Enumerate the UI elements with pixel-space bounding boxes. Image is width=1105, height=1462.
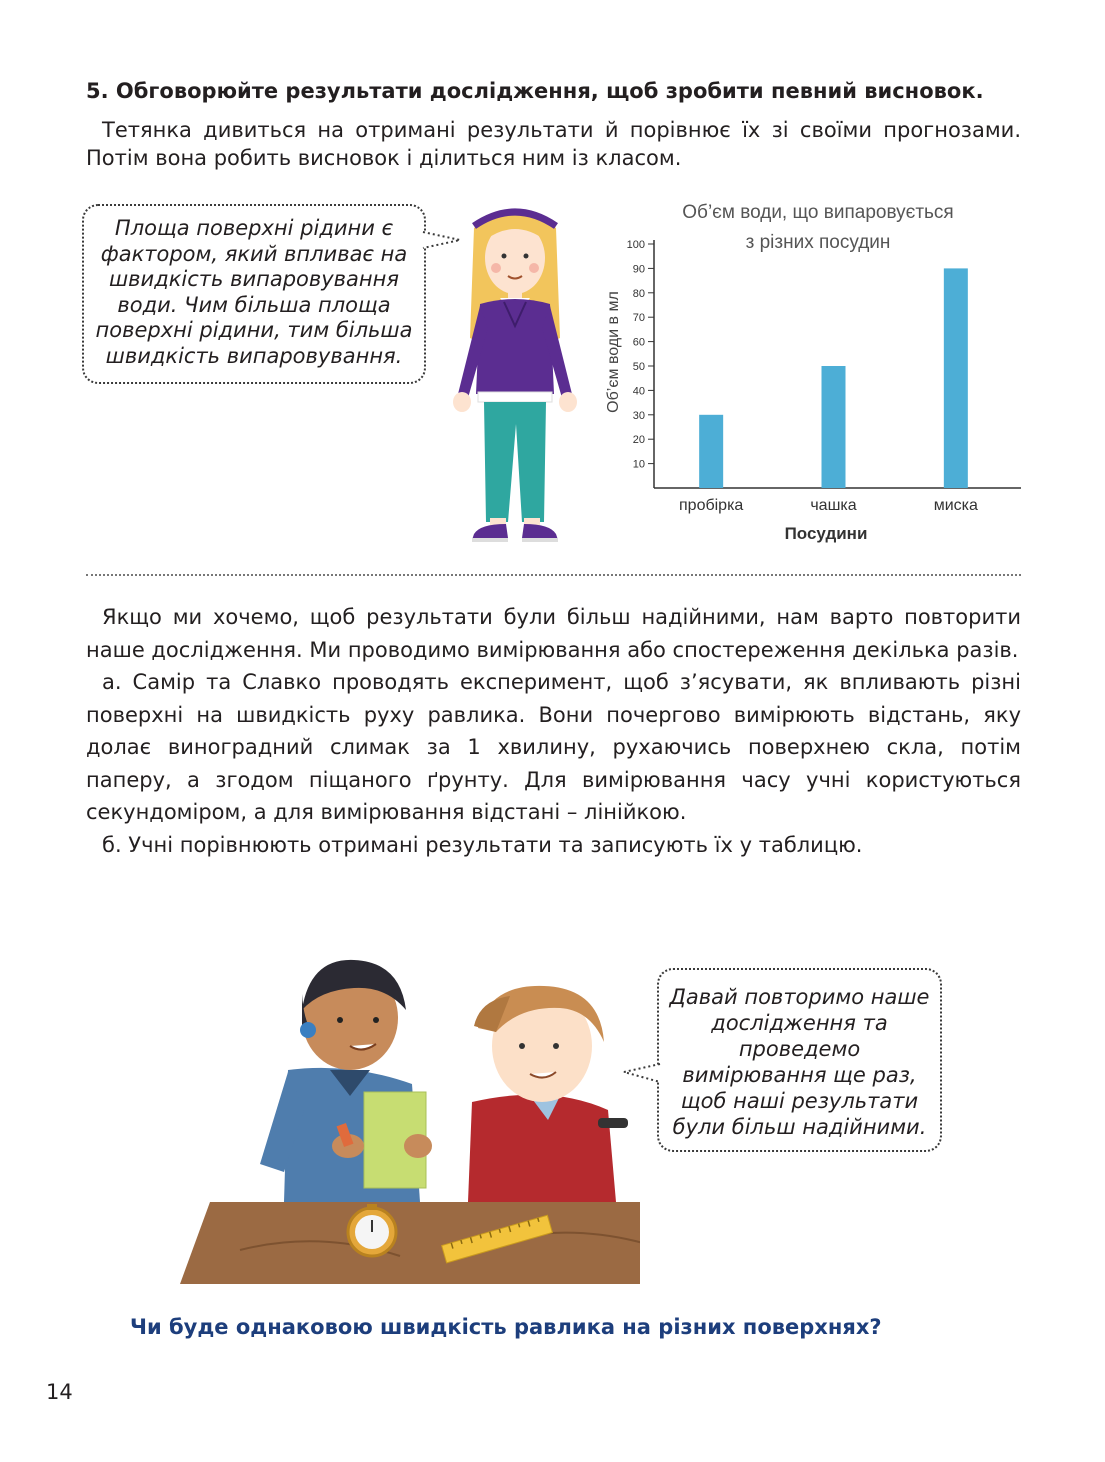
intro-paragraph: Тетянка дивиться на отримані результати й порівнює їх зі своїми прогнозами. Потім вона робить висновок і ділиться ним із класом. xyxy=(86,118,1021,170)
chart-bar-1 xyxy=(699,415,723,488)
chart-x-tick-label: миска xyxy=(933,497,978,514)
boys-speech-bubble: Давай повторимо наше дослідження та проведемо вимірювання ще раз, щоб наші результати були більш надійними. xyxy=(657,968,942,1152)
body-text xyxy=(86,601,1021,861)
paragraph-table: б. Учні порівнюють отримані результати та записують їх у таблицю. xyxy=(102,832,863,857)
chart-x-tick-label: пробірка xyxy=(679,497,744,514)
evaporation-chart xyxy=(596,192,1026,552)
girl-illustration xyxy=(440,198,590,546)
chart-y-tick-label: 20 xyxy=(632,434,645,447)
page-number: 14 xyxy=(46,1380,73,1404)
chart-y-tick-label: 70 xyxy=(632,312,645,325)
chart-y-tick-label: 10 xyxy=(632,458,645,471)
chart-y-tick-label: 30 xyxy=(632,409,645,422)
chart-bar-2 xyxy=(822,366,846,488)
step-heading: 5. Обговорюйте результати дослідження, щоб зробити певний висновок. xyxy=(86,79,984,103)
chart-y-tick-label: 80 xyxy=(632,287,645,300)
chart-bar-3 xyxy=(944,268,968,488)
paragraph-experiment: а. Самір та Славко проводять експеримент, щоб з’ясувати, як впливають різні поверхні на швидкість руху равлика. Вони почергово вимірюють відстань, яку долає виноградний слимак за 1 хвилину, рухаючись поверхнею скла, потім паперу, а згодом піщаного ґрунту. Для вимірювання часу учні користуються секундоміром, а для вимірювання відстані – лінійкою. xyxy=(86,670,1021,824)
chart-y-tick-label: 40 xyxy=(632,385,645,398)
chart-x-axis-label: Посудини xyxy=(784,524,868,543)
chart-title-line-1: Об’єм води, що випаровується xyxy=(682,202,954,223)
paragraph-reliability: Якщо ми хочемо, щоб результати були більш надійними, нам варто повторити наше дослідження. Ми проводимо вимірювання або спостереження декілька разів. xyxy=(86,605,1021,662)
chart-y-axis-label: Об’єм води в мл xyxy=(605,291,622,413)
boys-illustration xyxy=(180,950,640,1290)
section-divider xyxy=(86,574,1021,576)
boys-bubble-tail xyxy=(620,1060,662,1086)
guiding-question: Чи буде однаковою швидкість равлика на різних поверхнях? xyxy=(130,1315,882,1339)
chart-title-line-2: з різних посудин xyxy=(745,232,891,253)
chart-y-tick-label: 60 xyxy=(632,336,645,349)
chart-y-tick-label: 100 xyxy=(626,239,645,251)
chart-x-tick-label: чашка xyxy=(810,497,857,514)
chart-y-tick-label: 50 xyxy=(632,361,645,373)
girl-speech-bubble: Площа поверхні рідини є фактором, який впливає на швидкість випаровування води. Чим більша площа поверхні рідини, тим більша швидкість випаровування. xyxy=(82,204,426,384)
chart-y-tick-label: 90 xyxy=(632,263,645,276)
